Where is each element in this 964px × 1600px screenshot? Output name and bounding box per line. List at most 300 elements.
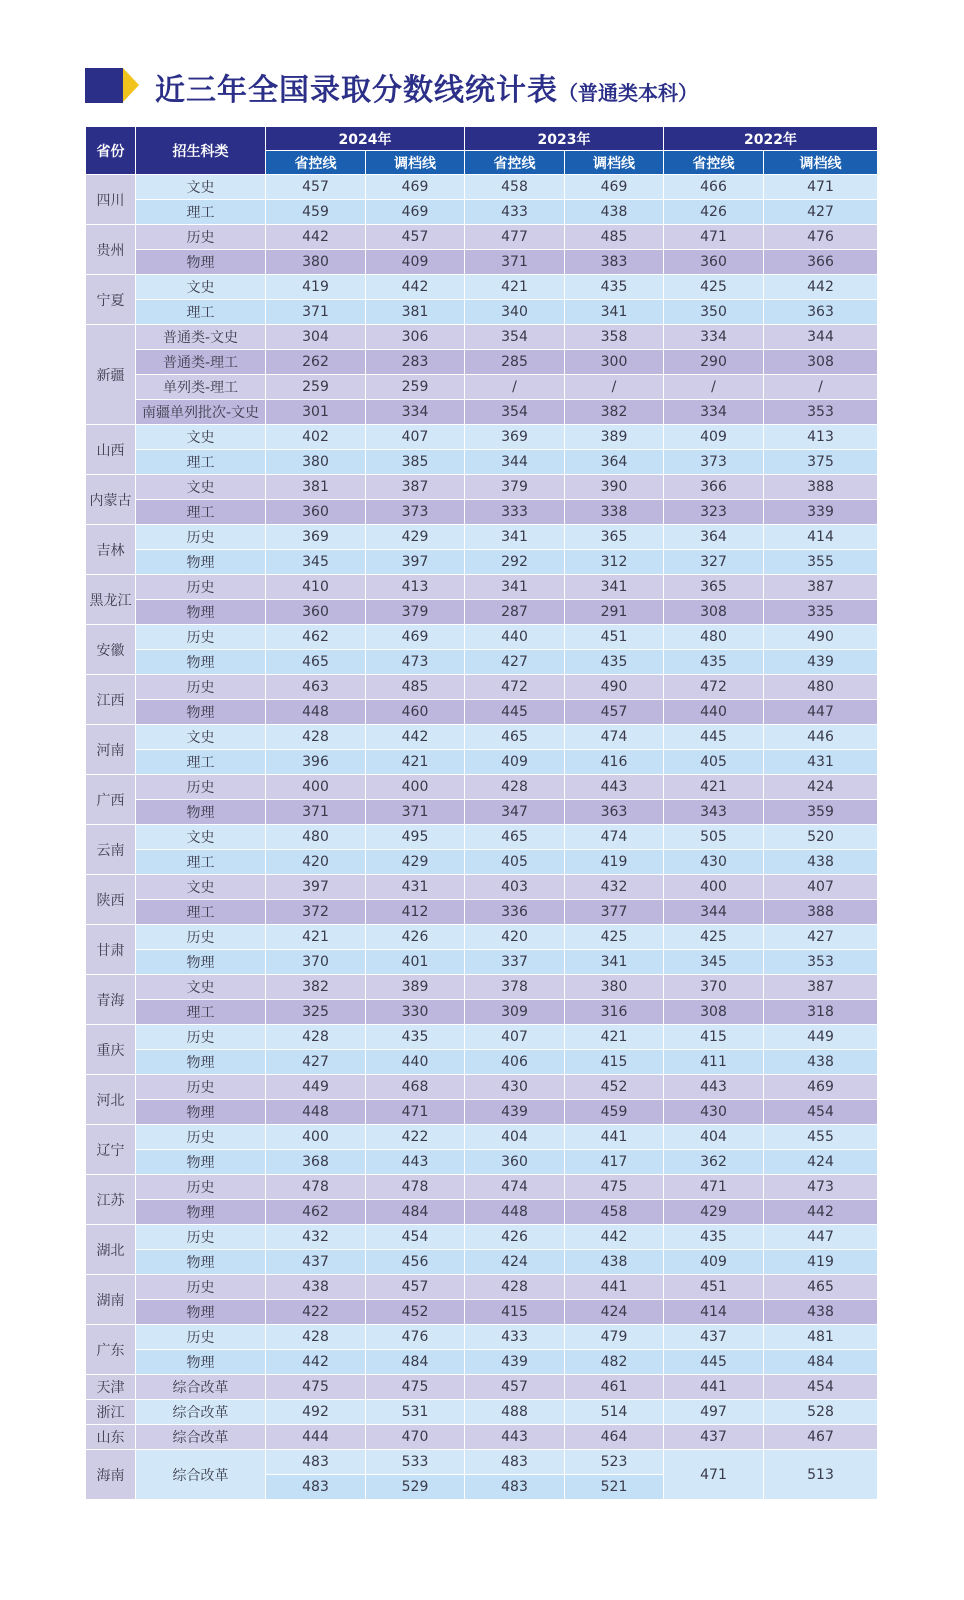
score-cell: 471 [664,225,764,250]
page-title [155,65,698,109]
header-province: 省份 [86,127,136,175]
table-row [86,750,878,775]
province-cell: 吉林 [86,525,136,575]
score-cell: 469 [366,175,465,200]
category-cell: 文史 [136,475,266,500]
score-cell: 350 [664,300,764,325]
score-cell: 469 [764,1075,878,1100]
score-cell: 385 [366,450,465,475]
score-cell: 469 [366,625,465,650]
score-cell: 365 [565,525,664,550]
province-cell: 青海 [86,975,136,1025]
score-cell: 514 [565,1400,664,1425]
score-cell: 467 [764,1425,878,1450]
score-cell: 457 [366,1275,465,1300]
province-cell: 陕西 [86,875,136,925]
score-cell: 459 [266,200,366,225]
table-row [86,1150,878,1175]
title-bar [85,65,885,108]
province-cell: 江苏 [86,1175,136,1225]
score-cell: 373 [366,500,465,525]
score-cell: 389 [366,975,465,1000]
score-cell: 405 [664,750,764,775]
score-cell: 360 [465,1150,565,1175]
category-cell: 理工 [136,900,266,925]
score-cell: 454 [764,1375,878,1400]
score-cell: 531 [366,1400,465,1425]
category-cell: 文史 [136,975,266,1000]
title-chevron-icon [123,68,139,102]
score-cell: 437 [266,1250,366,1275]
score-cell: 429 [366,850,465,875]
category-cell: 文史 [136,175,266,200]
table-row [86,325,878,350]
score-cell: 466 [664,175,764,200]
score-cell: 473 [764,1175,878,1200]
table-row [86,600,878,625]
score-cell: 340 [465,300,565,325]
table-row [86,1400,878,1425]
score-cell: 447 [764,1225,878,1250]
score-cell: 370 [266,950,366,975]
score-cell: 415 [465,1300,565,1325]
table-row [86,925,878,950]
score-cell: 414 [764,525,878,550]
header-year-2024: 2024年 [266,127,465,151]
score-cell: 413 [764,425,878,450]
score-cell: 444 [266,1425,366,1450]
score-cell: 475 [565,1175,664,1200]
score-cell: 427 [465,650,565,675]
table-row [86,500,878,525]
score-cell: 462 [266,625,366,650]
table-row [86,1200,878,1225]
category-cell: 普通类-理工 [136,350,266,375]
score-cell: 420 [465,925,565,950]
score-cell: 419 [764,1250,878,1275]
category-cell: 理工 [136,200,266,225]
score-cell: 443 [664,1075,764,1100]
category-cell: 物理 [136,250,266,275]
table-row [86,350,878,375]
score-cell: 451 [664,1275,764,1300]
header-control-line: 省控线 [465,151,565,175]
province-cell: 海南 [86,1450,136,1500]
score-cell: 457 [366,225,465,250]
score-cell: 431 [764,750,878,775]
score-cell: 472 [465,675,565,700]
table-row [86,200,878,225]
score-cell: 308 [664,600,764,625]
category-cell: 综合改革 [136,1375,266,1400]
table-row [86,175,878,200]
score-cell: 413 [366,575,465,600]
score-cell: 439 [764,650,878,675]
score-cell: 410 [266,575,366,600]
score-cell: 373 [664,450,764,475]
score-cell: 469 [565,175,664,200]
score-cell: 379 [465,475,565,500]
score-cell: 481 [764,1325,878,1350]
score-cell: 448 [465,1200,565,1225]
score-cell: 428 [266,725,366,750]
score-cell: 449 [764,1025,878,1050]
score-cell: 442 [266,225,366,250]
score-cell: 476 [764,225,878,250]
score-cell: 415 [565,1050,664,1075]
province-cell: 云南 [86,825,136,875]
province-cell: 宁夏 [86,275,136,325]
table-row [86,1275,878,1300]
category-cell: 理工 [136,500,266,525]
score-cell: 380 [266,450,366,475]
table-row [86,1050,878,1075]
score-cell: 355 [764,550,878,575]
score-cell: 285 [465,350,565,375]
score-cell: 414 [664,1300,764,1325]
score-cell: 457 [465,1375,565,1400]
score-cell: 441 [664,1375,764,1400]
category-cell: 历史 [136,1075,266,1100]
score-cell: 459 [565,1100,664,1125]
score-cell: 435 [565,650,664,675]
score-cell: 435 [366,1025,465,1050]
score-cell: 521 [565,1475,664,1500]
province-cell: 安徽 [86,625,136,675]
category-cell: 综合改革 [136,1425,266,1450]
table-row [86,1450,878,1475]
category-cell: 历史 [136,1025,266,1050]
score-cell: 407 [465,1025,565,1050]
score-cell: 452 [366,1300,465,1325]
score-cell: 387 [764,575,878,600]
score-cell: 439 [465,1100,565,1125]
table-row [86,450,878,475]
score-cell: 483 [465,1475,565,1500]
score-cell: 344 [664,900,764,925]
score-cell: 483 [465,1450,565,1475]
score-cell: 380 [266,250,366,275]
title-subtitle: （普通类本科） [558,81,698,105]
score-cell: 400 [266,1125,366,1150]
score-cell: 424 [565,1300,664,1325]
score-cell: 479 [565,1325,664,1350]
score-cell: 433 [465,1325,565,1350]
table-row [86,300,878,325]
score-cell: 471 [764,175,878,200]
score-cell: / [465,375,565,400]
table-row [86,1175,878,1200]
score-cell: 412 [366,900,465,925]
score-cell: 484 [366,1200,465,1225]
province-cell: 浙江 [86,1400,136,1425]
score-cell: 469 [366,200,465,225]
score-cell: 397 [366,550,465,575]
score-cell: 437 [664,1325,764,1350]
category-cell: 单列类-理工 [136,375,266,400]
score-cell: 372 [266,900,366,925]
score-cell: 458 [565,1200,664,1225]
score-cell: 354 [465,325,565,350]
score-cell: 308 [664,1000,764,1025]
score-cell: 400 [366,775,465,800]
table-row [86,1350,878,1375]
score-cell: 425 [664,925,764,950]
table-row [86,1225,878,1250]
score-cell: 388 [764,900,878,925]
score-cell: 371 [266,800,366,825]
score-cell: 448 [266,1100,366,1125]
table-row [86,1075,878,1100]
table-row [86,975,878,1000]
header-admission-line: 调档线 [366,151,465,175]
score-cell: 421 [664,775,764,800]
score-cell: 490 [565,675,664,700]
score-cell: 429 [664,1200,764,1225]
category-cell: 物理 [136,600,266,625]
score-cell: 369 [266,525,366,550]
score-cell: 325 [266,1000,366,1025]
table-row [86,875,878,900]
header-control-line: 省控线 [664,151,764,175]
score-cell: 407 [764,875,878,900]
category-cell: 历史 [136,925,266,950]
score-cell: 471 [664,1175,764,1200]
category-cell: 物理 [136,1100,266,1125]
score-cell: 291 [565,600,664,625]
score-cell: 419 [266,275,366,300]
score-cell: 437 [664,1425,764,1450]
score-cell: 424 [465,1250,565,1275]
score-cell: 475 [366,1375,465,1400]
score-cell: 440 [664,700,764,725]
score-cell: 433 [465,200,565,225]
category-cell: 物理 [136,1350,266,1375]
score-cell: 430 [664,850,764,875]
score-cell: 454 [366,1225,465,1250]
category-cell: 物理 [136,1050,266,1075]
score-cell: 422 [266,1300,366,1325]
score-cell: 438 [764,1300,878,1325]
score-cell: 482 [565,1350,664,1375]
score-cell: 365 [664,575,764,600]
score-cell: 338 [565,500,664,525]
score-cell: 425 [565,925,664,950]
score-cell: 533 [366,1450,465,1475]
score-cell: 335 [764,600,878,625]
category-cell: 物理 [136,950,266,975]
score-cell: 460 [366,700,465,725]
score-cell: 440 [366,1050,465,1075]
province-cell: 广东 [86,1325,136,1375]
score-cell: 389 [565,425,664,450]
score-cell: 457 [266,175,366,200]
score-cell: 480 [266,825,366,850]
category-cell: 综合改革 [136,1450,266,1500]
score-cell: 435 [664,650,764,675]
score-cell: 463 [266,675,366,700]
score-cell: 415 [664,1025,764,1050]
score-cell: 306 [366,325,465,350]
table-row [86,625,878,650]
table-row [86,1100,878,1125]
score-cell: 377 [565,900,664,925]
score-cell: 406 [465,1050,565,1075]
score-cell: 360 [266,500,366,525]
score-cell: 529 [366,1475,465,1500]
score-cell: 371 [266,300,366,325]
header-category: 招生科类 [136,127,266,175]
table-row [86,275,878,300]
score-cell: 334 [664,325,764,350]
score-cell: 443 [465,1425,565,1450]
score-cell: 354 [465,400,565,425]
score-cell: 400 [266,775,366,800]
score-cell: 363 [764,300,878,325]
table-row [86,400,878,425]
header-admission-line: 调档线 [764,151,878,175]
score-cell: 259 [266,375,366,400]
category-cell: 历史 [136,1175,266,1200]
score-cell: 318 [764,1000,878,1025]
score-cell: 379 [366,600,465,625]
score-cell: / [664,375,764,400]
category-cell: 理工 [136,300,266,325]
score-cell: 477 [465,225,565,250]
score-cell: 426 [366,925,465,950]
table-row [86,1300,878,1325]
score-cell: 421 [565,1025,664,1050]
score-cell: 443 [565,775,664,800]
table-row [86,250,878,275]
province-cell: 新疆 [86,325,136,425]
score-cell: 411 [664,1050,764,1075]
score-cell: 375 [764,450,878,475]
score-cell: 362 [664,1150,764,1175]
score-cell: 470 [366,1425,465,1450]
table-row [86,1000,878,1025]
score-cell: 443 [366,1150,465,1175]
score-cell: 451 [565,625,664,650]
score-cell: 287 [465,600,565,625]
category-cell: 南疆单列批次-文史 [136,400,266,425]
province-cell: 内蒙古 [86,475,136,525]
score-cell: 441 [565,1125,664,1150]
score-cell: 409 [366,250,465,275]
score-cell: 439 [465,1350,565,1375]
score-cell: 339 [764,500,878,525]
score-cell: 445 [465,700,565,725]
score-cell: 341 [565,300,664,325]
province-cell: 贵州 [86,225,136,275]
province-cell: 河北 [86,1075,136,1125]
title-accent-block [85,68,123,103]
score-cell: 426 [664,200,764,225]
score-cell: 495 [366,825,465,850]
score-cell: 492 [266,1400,366,1425]
score-cell: 421 [266,925,366,950]
score-cell: 387 [764,975,878,1000]
score-cell: 421 [366,750,465,775]
table-row [86,1250,878,1275]
score-cell: 435 [664,1225,764,1250]
score-cell: 334 [366,400,465,425]
score-cell: 473 [366,650,465,675]
score-cell: 360 [266,600,366,625]
score-cell: 480 [664,625,764,650]
score-cell: 438 [565,200,664,225]
score-cell: 520 [764,825,878,850]
score-cell: 283 [366,350,465,375]
category-cell: 文史 [136,875,266,900]
table-row [86,1025,878,1050]
score-cell: 370 [664,975,764,1000]
score-cell: 430 [664,1100,764,1125]
header-year-2023: 2023年 [465,127,664,151]
score-cell: 403 [465,875,565,900]
category-cell: 历史 [136,1125,266,1150]
score-cell: 364 [664,525,764,550]
score-cell: 359 [764,800,878,825]
category-cell: 文史 [136,725,266,750]
score-cell: 424 [764,775,878,800]
score-cell: 528 [764,1400,878,1425]
score-cell: 505 [664,825,764,850]
score-cell: 327 [664,550,764,575]
score-cell: 343 [664,800,764,825]
category-cell: 普通类-文史 [136,325,266,350]
province-cell: 天津 [86,1375,136,1400]
score-cell: 404 [664,1125,764,1150]
score-cell: 438 [266,1275,366,1300]
score-cell: 292 [465,550,565,575]
province-cell: 重庆 [86,1025,136,1075]
score-cell: 464 [565,1425,664,1450]
score-cell: 421 [465,275,565,300]
score-cell: 468 [366,1075,465,1100]
score-cell: 445 [664,725,764,750]
table-row [86,850,878,875]
score-cell: 471 [366,1100,465,1125]
score-cell: 404 [465,1125,565,1150]
score-cell: 382 [565,400,664,425]
score-cell: 432 [565,875,664,900]
score-cell: 353 [764,950,878,975]
score-cell: 323 [664,500,764,525]
table-row [86,675,878,700]
score-cell: 309 [465,1000,565,1025]
category-cell: 物理 [136,800,266,825]
score-cell: 432 [266,1225,366,1250]
score-cell: 300 [565,350,664,375]
category-cell: 文史 [136,425,266,450]
table-row [86,725,878,750]
score-cell: 381 [266,475,366,500]
category-cell: 历史 [136,575,266,600]
score-cell: 301 [266,400,366,425]
score-cell: 409 [664,1250,764,1275]
score-cell: 442 [366,275,465,300]
score-cell: 485 [565,225,664,250]
score-cell: 440 [465,625,565,650]
table-row [86,825,878,850]
score-cell: 345 [664,950,764,975]
score-cell: 308 [764,350,878,375]
table-row [86,1325,878,1350]
score-cell: 428 [465,1275,565,1300]
score-cell: 334 [664,400,764,425]
score-cell: 425 [664,275,764,300]
